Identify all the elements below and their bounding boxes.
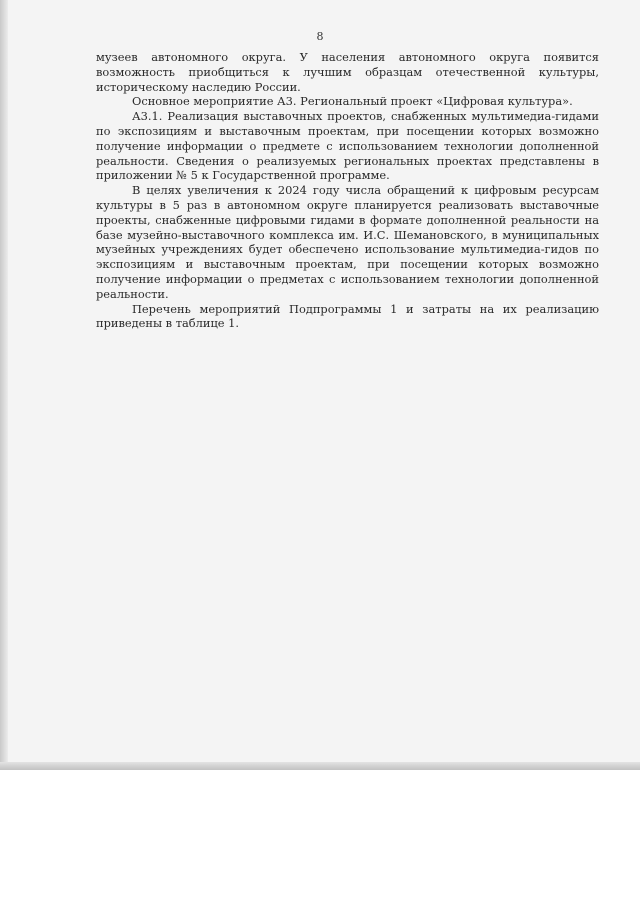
scan-shadow-left	[0, 0, 8, 770]
scan-shadow-bottom	[0, 762, 640, 770]
paragraph-continuation: музеев автономного округа. У населения автономного округа появится возможность приобщиться к лучшим образцам отечественной культуры, историческому наследию России.	[96, 50, 599, 94]
paragraph-section-heading: Основное мероприятие А3. Региональный проект «Цифровая культура».	[132, 94, 573, 109]
document-body	[96, 50, 599, 331]
page-number: 8	[316, 30, 324, 43]
paragraph-table-reference: Перечень мероприятий Подпрограммы 1 и затраты на их реализацию приведены в таблице 1.	[96, 301, 599, 331]
paragraph-goals: В целях увеличения к 2024 году числа обращений к цифровым ресурсам культуры в 5 раз в автономном округе планируется реализовать выставочные проекты, снабженные цифровыми гидами в формате дополненной реальности на базе музейно-выставочного комплекса им. И.С. Шемановского, в муниципальных музейных учреждениях будет обеспечено использование мультимедиа-гидов по экспозициям и выставочным проектам, при посещении которых возможно получение информации о предметах с использованием технологии дополненной реальности.	[96, 183, 599, 301]
paragraph-a3-1: А3.1. Реализация выставочных проектов, снабженных мультимедиа-гидами по экспозициям и выставочным проектам, при посещении которых возможно получение информации о предмете с использованием технологии дополненной реальности. Сведения о реализуемых региональных проектах представлены в приложении № 5 к Государственной программе.	[96, 109, 599, 183]
